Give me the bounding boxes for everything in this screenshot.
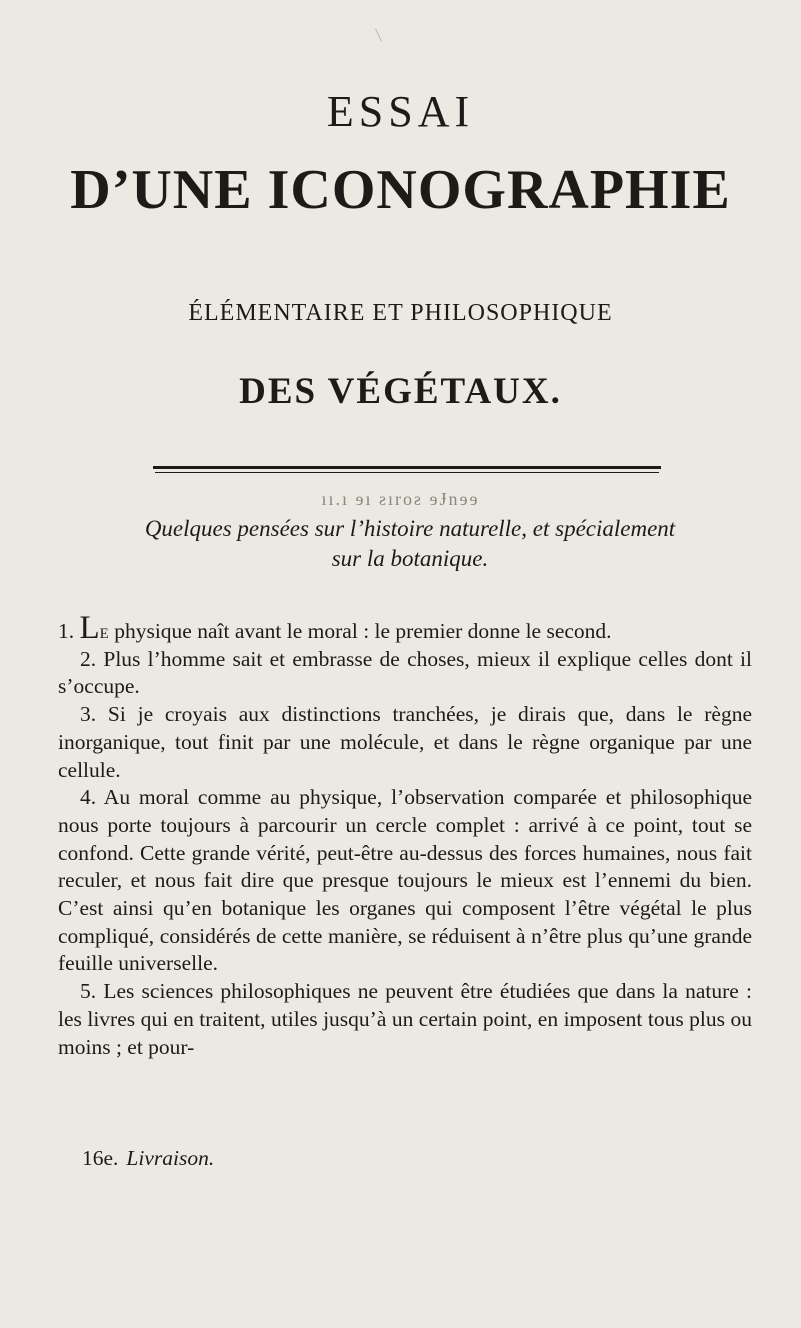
paragraph-1-number: 1. <box>58 619 75 643</box>
paragraph-4: 4. Au moral comme au physique, l’observation comparée et philosophique nous porte toujours à parcourir un cercle complet : arrivé à ce point, tout se confond. Cette grande vérité, peut-être au-dessus des forces humaines, nous fait reculer, et nous fait dire que presque toujours le mieux est l’ennemi du bien. C’est ainsi qu’en botanique les organes qui composent l’être végétal le plus compliqué, considérés de cette manière, se réduisent à n’être plus qu’une grande feuille universelle. <box>58 785 752 976</box>
paragraph-5: 5. Les sciences philosophiques ne peuvent être étudiées que dans la nature : les livres qui en traitent, utiles jusqu’à un certain point, en imposent tous plus ou moins ; et pour- <box>58 979 752 1059</box>
title-elementaire: ÉLÉMENTAIRE ET PHILOSOPHIQUE <box>188 300 613 326</box>
title-rule-thin <box>155 472 659 473</box>
title-essai: ESSAI <box>326 87 475 136</box>
subtitle <box>100 514 720 574</box>
signature-mark <box>82 1146 214 1171</box>
paragraph-1 <box>58 610 752 646</box>
drop-cap: L <box>79 610 100 646</box>
body-text <box>58 610 752 1061</box>
signature-label: Livraison. <box>126 1146 215 1170</box>
title-rule-thick <box>153 466 661 469</box>
paragraph-1-text: physique naît avant le moral : le premier donne le second. <box>108 619 612 643</box>
page-mark <box>375 28 382 41</box>
paragraph-2: 2. Plus l’homme sait et embrasse de choses, mieux il explique celles dont il s’occupe. <box>58 646 752 699</box>
title-iconographie: D’UNE ICONOGRAPHIE <box>70 159 731 221</box>
subtitle-line-1: Quelques pensées sur l’histoire naturelle, et spécialement <box>144 516 676 541</box>
paragraph-3: 3. Si je croyais aux distinctions tranchées, je dirais que, dans le règne inorganique, tout finit par une molécule, et dans le règne organique par une cellule. <box>58 702 752 782</box>
signature-number: 16e. <box>82 1146 119 1170</box>
paragraph-1-first-word: e <box>99 619 109 643</box>
title-vegetaux: DES VÉGÉTAUX. <box>239 371 562 412</box>
show-through-text: ıı.ı ɘı ƨıroƨ ɘɈnɘɘ <box>321 489 480 509</box>
subtitle-line-2: sur la botanique. <box>331 546 489 571</box>
